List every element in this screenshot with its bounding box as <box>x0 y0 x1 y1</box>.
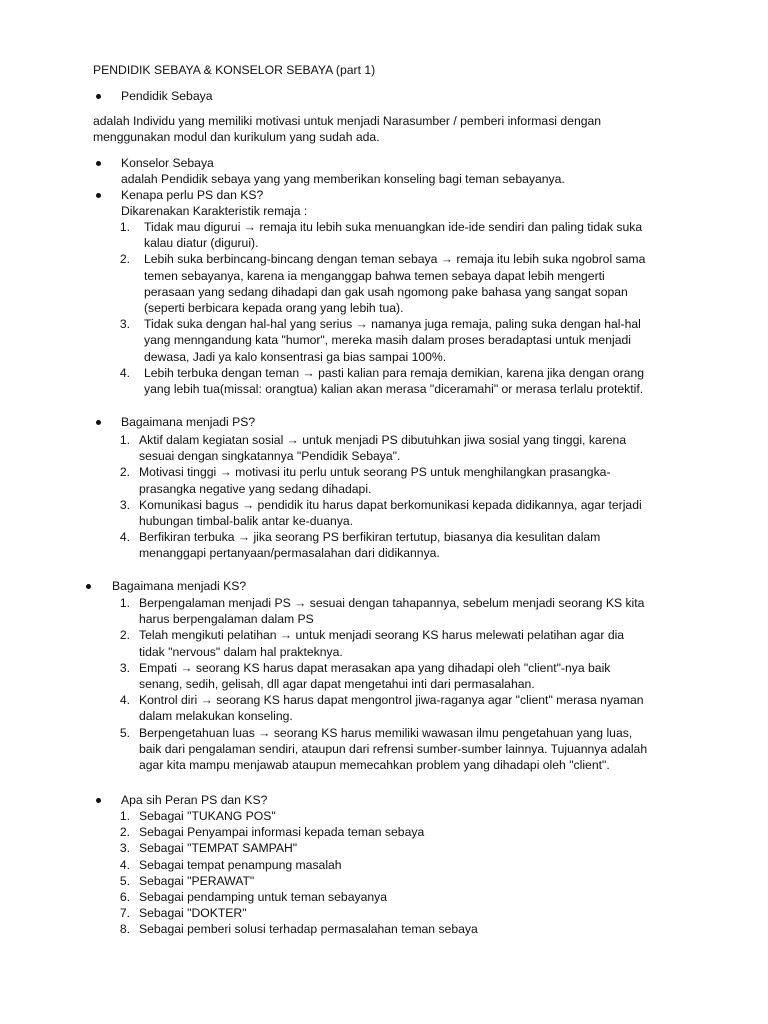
list-number: 3. <box>119 317 130 332</box>
list-item-line: hubungan timbal-balik antar ke-duanya. <box>139 514 354 528</box>
list-number: 1. <box>119 220 130 234</box>
list-number: 3. <box>119 497 130 512</box>
list-item-line: (seperti berbicara kepada orang yang lebih tua). <box>144 301 404 315</box>
list-item-line: Lebih suka berbincang-bincang dengan teman sebaya → remaja itu lebih suka ngobrol sama <box>144 252 646 267</box>
list-item-line: sesuai dengan singkatannya "Pendidik Sebaya". <box>139 449 401 464</box>
paragraph-line: Dikarenakan Karakteristik remaja : <box>121 204 308 218</box>
section-heading: Apa sih Peran PS dan KS? <box>121 793 268 807</box>
paragraph-line: menggunakan modul dan kurikulum yang sudah ada. <box>93 130 380 144</box>
list-item-line: tidak "nervous" dalam hal prakteknya. <box>139 644 343 659</box>
list-number: 1. <box>119 433 130 447</box>
list-number: 1. <box>119 596 130 610</box>
list-item-line: senang, sedih, gelisah, dll agar dapat mengetahui inti dari permasalahan. <box>139 677 535 691</box>
list-item-line: kalau diatur (digurui). <box>144 236 259 251</box>
list-number: 5. <box>119 873 130 888</box>
list-item: Sebagai "TUKANG POS" <box>139 809 276 823</box>
document-title: PENDIDIK SEBAYA & KONSELOR SEBAYA (part 1) <box>93 63 376 77</box>
paragraph-line: adalah Pendidik sebaya yang yang memberikan konseling bagi teman sebayanya. <box>121 172 565 186</box>
list-number: 2. <box>119 252 130 267</box>
bullet-icon <box>86 584 91 589</box>
list-number: 2. <box>119 465 130 480</box>
list-item-line: menanggapi pertanyaan/permasalahan dari didikannya. <box>139 546 440 561</box>
list-number: 3. <box>119 841 130 856</box>
bullet-icon <box>96 161 101 166</box>
list-item-line: Tidak mau digurui → remaja itu lebih suka menuangkan ide-ide sendiri dan paling tidak suka <box>144 220 643 234</box>
section-heading: Kenapa perlu PS dan KS? <box>121 188 264 202</box>
list-item-line: Empati → seorang KS harus dapat merasakan apa yang dihadapi oleh "client"-nya baik <box>139 660 611 675</box>
list-item-line: prasangka negative yang sedang dihadapi. <box>139 481 372 496</box>
list-number: 4. <box>119 857 130 872</box>
list-item-line: Tidak suka dengan hal-hal yang serius → namanya juga remaja, paling suka dengan hal-hal <box>144 317 641 332</box>
list-item: Sebagai pemberi solusi terhadap permasalahan teman sebaya <box>139 922 478 937</box>
list-item-line: yang menngandung kata "humor", mereka masih dalam proses beradaptasi untuk menjadi <box>144 333 631 348</box>
list-number: 8. <box>119 922 130 937</box>
list-item-line: temen sebayanya, karena ia menganggap bahwa temen sebaya dapat lebih mengerti <box>144 268 605 283</box>
list-number: 7. <box>119 906 130 921</box>
list-number: 4. <box>119 693 130 708</box>
section-heading: Bagaimana menjadi KS? <box>112 579 247 593</box>
list-number: 3. <box>119 660 130 675</box>
list-item: Sebagai tempat penampung masalah <box>139 857 342 872</box>
list-number: 2. <box>119 628 130 643</box>
bullet-icon <box>96 798 101 803</box>
bullet-icon <box>96 94 101 99</box>
list-item-line: Berpengetahuan luas → seorang KS harus memiliki wawasan ilmu pengetahuan yang luas, <box>139 725 633 740</box>
list-item-line: dalam melakukan konseling. <box>139 709 293 724</box>
bullet-icon <box>96 193 101 198</box>
list-item-line: baik dari pengalaman sendiri, ataupun dari refrensi sumber-sumber lainnya. Tujuannya adalah <box>139 741 648 756</box>
section-heading: Konselor Sebaya <box>121 156 214 170</box>
list-item: Sebagai pendamping untuk teman sebayanya <box>139 890 387 904</box>
list-item-line: yang lebih tua(missal: orangtua) kalian akan merasa "diceramahi" or merasa terlalu protektif. <box>144 382 644 396</box>
list-item: Sebagai "PERAWAT" <box>139 873 255 888</box>
list-item-line: harus berpengalaman dalam PS <box>139 612 314 627</box>
list-number: 2. <box>119 825 130 840</box>
list-item-line: dewasa, Jadi ya kalo konsentrasi ga bias sampai 100%. <box>144 349 447 364</box>
list-item-line: Aktif dalam kegiatan sosial → untuk menjadi PS dibutuhkan jiwa sosial yang tinggi, karena <box>139 433 627 447</box>
list-item: Sebagai "DOKTER" <box>139 906 247 921</box>
paragraph-line: adalah Individu yang memiliki motivasi untuk menjadi Narasumber / pemberi informasi dengan <box>93 114 602 128</box>
list-number: 1. <box>119 809 130 823</box>
list-item-line: Komunikasi bagus → pendidik itu harus dapat berkomunikasi kepada didikannya, agar terjadi <box>139 497 642 512</box>
list-item-line: agar kita mampu menjawab ataupun memecahkan problem yang dihadapi oleh "client". <box>139 758 610 772</box>
section-heading: Pendidik Sebaya <box>121 89 213 103</box>
list-item-line: Motivasi tinggi → motivasi itu perlu untuk seorang PS untuk menghilangkan prasangka- <box>139 465 611 480</box>
list-item-line: Telah mengikuti pelatihan → untuk menjadi seorang KS harus melewati pelatihan agar dia <box>139 628 625 643</box>
section-heading: Bagaimana menjadi PS? <box>121 415 256 429</box>
list-number: 6. <box>119 890 130 904</box>
list-number: 5. <box>119 725 130 740</box>
list-item-line: Berfikiran terbuka → jika seorang PS berfikiran tertutup, biasanya dia kesulitan dalam <box>139 530 601 545</box>
list-item: Sebagai "TEMPAT SAMPAH" <box>139 841 298 856</box>
list-item-line: Kontrol diri → seorang KS harus dapat mengontrol jiwa-raganya agar "client" merasa nyaman <box>139 693 644 708</box>
list-number: 4. <box>119 365 130 380</box>
list-item: Sebagai Penyampai informasi kepada teman sebaya <box>139 825 425 840</box>
list-number: 4. <box>119 530 130 545</box>
list-item-line: Lebih terbuka dengan teman → pasti kalian para remaja demikian, karena jika dengan orang <box>144 365 645 380</box>
list-item-line: perasaan yang sedang dihadapi dan gak usah ngomong pake bahasa yang sangat sopan <box>144 284 628 299</box>
list-item-line: Berpengalaman menjadi PS → sesuai dengan tahapannya, sebelum menjadi seorang KS kita <box>139 596 645 610</box>
bullet-icon <box>96 420 101 425</box>
